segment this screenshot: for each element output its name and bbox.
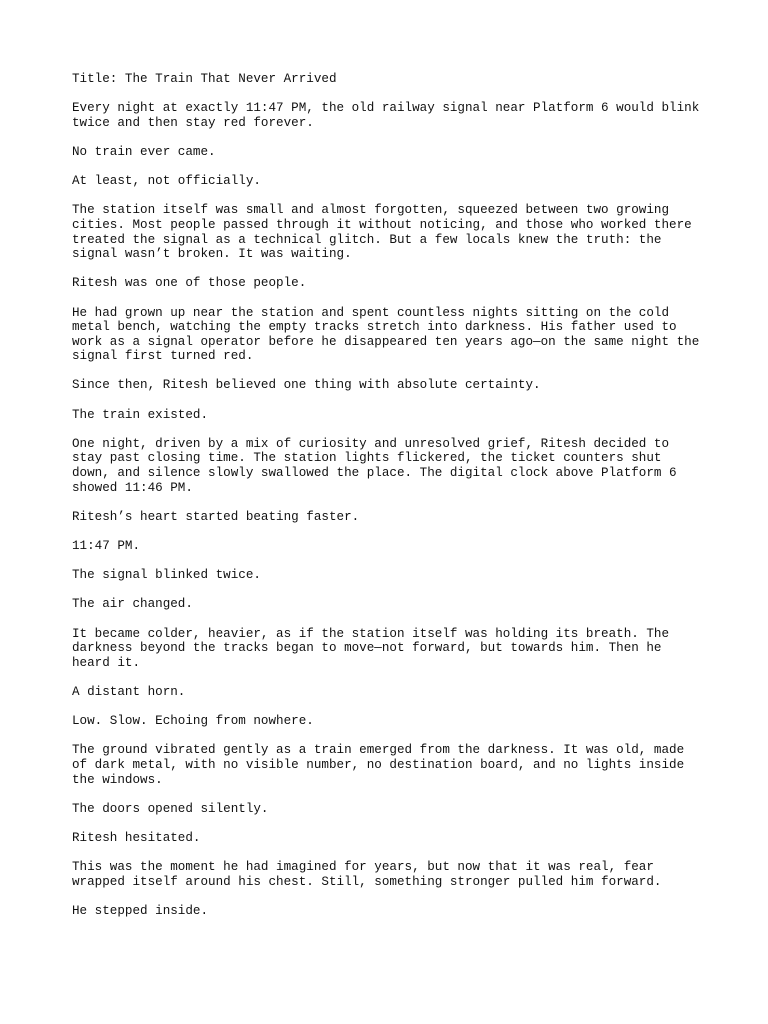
text-line: twice and then stay red forever.: [72, 115, 314, 130]
text-line: darkness beyond the tracks began to move—not forward, but towards him. Then he: [72, 641, 662, 656]
paragraph: [72, 802, 712, 817]
paragraph: [72, 714, 712, 729]
text-line: The ground vibrated gently as a train emerged from the darkness. It was old, made: [72, 743, 685, 758]
text-line: It became colder, heavier, as if the station itself was holding its breath. The: [72, 626, 670, 641]
text-line: work as a signal operator before he disappeared ten years ago—on the same night the: [72, 334, 700, 349]
text-line: A distant horn.: [72, 684, 186, 699]
document-title: [72, 72, 712, 87]
text-line: The air changed.: [72, 597, 193, 612]
text-line: Ritesh hesitated.: [72, 830, 201, 845]
text-line: Ritesh’s heart started beating faster.: [72, 509, 360, 524]
text-line: wrapped itself around his chest. Still, something stronger pulled him forward.: [72, 874, 662, 889]
text-line: cities. Most people passed through it without noticing, and those who worked there: [72, 217, 692, 232]
paragraph: [72, 568, 712, 583]
paragraph: [72, 904, 712, 919]
text-line: He had grown up near the station and spent countless nights sitting on the cold: [72, 305, 670, 320]
paragraph: [72, 437, 712, 495]
text-line: Every night at exactly 11:47 PM, the old railway signal near Platform 6 would blink: [72, 101, 700, 116]
paragraph: [72, 831, 712, 846]
text-line: At least, not officially.: [72, 174, 261, 189]
text-line: signal wasn’t broken. It was waiting.: [72, 247, 352, 262]
text-line: the windows.: [72, 772, 163, 787]
paragraph: [72, 145, 712, 160]
text-line: signal first turned red.: [72, 349, 254, 364]
document-body: [72, 72, 712, 933]
text-line: The station itself was small and almost forgotten, squeezed between two growing: [72, 203, 670, 218]
text-line: treated the signal as a technical glitch. But a few locals knew the truth: the: [72, 232, 662, 247]
text-line: Title: The Train That Never Arrived: [72, 72, 337, 86]
paragraph: [72, 743, 712, 787]
paragraph: [72, 539, 712, 554]
text-line: stay past closing time. The station lights flickered, the ticket counters shut: [72, 451, 662, 466]
text-line: Ritesh was one of those people.: [72, 276, 307, 291]
text-line: down, and silence slowly swallowed the place. The digital clock above Platform 6: [72, 466, 677, 481]
paragraph: [72, 203, 712, 261]
paragraph: [72, 627, 712, 671]
paragraph: [72, 860, 712, 889]
text-line: He stepped inside.: [72, 903, 209, 918]
text-line: heard it.: [72, 655, 141, 670]
text-line: showed 11:46 PM.: [72, 480, 193, 495]
text-line: The doors opened silently.: [72, 801, 269, 816]
text-line: Low. Slow. Echoing from nowhere.: [72, 714, 314, 729]
paragraph: [72, 276, 712, 291]
paragraph: [72, 597, 712, 612]
paragraph: [72, 408, 712, 423]
text-line: The train existed.: [72, 407, 209, 422]
paragraph: [72, 685, 712, 700]
paragraph: [72, 510, 712, 525]
paragraph: [72, 378, 712, 393]
text-line: Since then, Ritesh believed one thing with absolute certainty.: [72, 378, 541, 393]
text-line: metal bench, watching the empty tracks stretch into darkness. His father used to: [72, 320, 677, 335]
text-line: One night, driven by a mix of curiosity and unresolved grief, Ritesh decided to: [72, 436, 670, 451]
paragraph: [72, 306, 712, 364]
text-line: No train ever came.: [72, 144, 216, 159]
text-line: 11:47 PM.: [72, 539, 141, 553]
text-line: This was the moment he had imagined for years, but now that it was real, fear: [72, 860, 654, 875]
text-line: of dark metal, with no visible number, no destination board, and no lights inside: [72, 757, 685, 772]
text-line: The signal blinked twice.: [72, 568, 261, 583]
paragraph: [72, 101, 712, 130]
paragraph: [72, 174, 712, 189]
